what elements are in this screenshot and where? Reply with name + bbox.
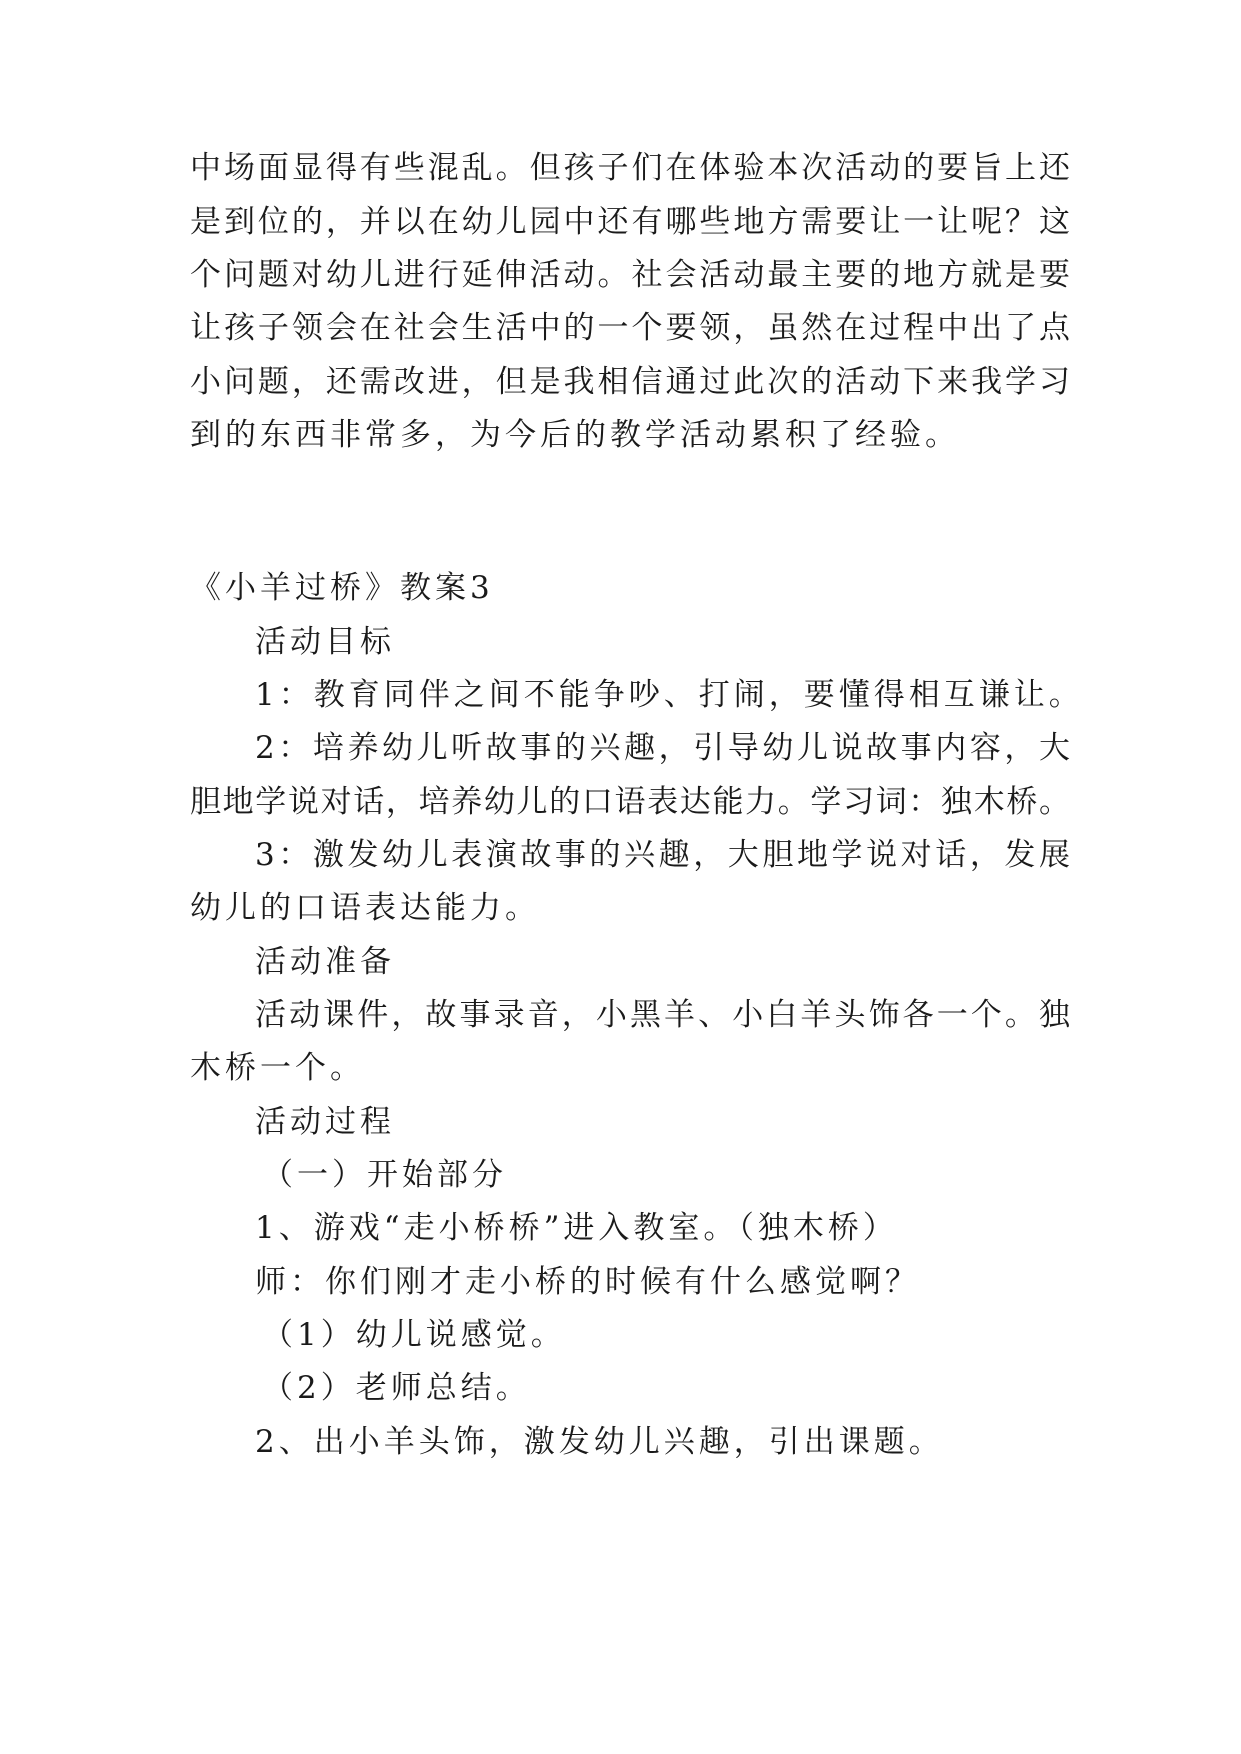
body-line-4: 让孩子领会在社会生活中的一个要领，虽然在过程中出了点 xyxy=(190,310,1070,346)
sub-step-1: （1）幼儿说感觉。 xyxy=(262,1317,566,1353)
body-line-5: 小问题，还需改进，但是我相信通过此次的活动下来我学习 xyxy=(190,364,1070,400)
step-2: 2、出小羊头饰，激发幼儿兴趣，引出课题。 xyxy=(255,1424,944,1460)
goal-2-line-1: 2：培养幼儿听故事的兴趣，引导幼儿说故事内容，大 xyxy=(255,730,1070,766)
body-line-6: 到的东西非常多，为今后的教学活动累积了经验。 xyxy=(190,417,960,453)
part-1-heading: （一）开始部分 xyxy=(262,1157,507,1193)
goal-3-line-2: 幼儿的口语表达能力。 xyxy=(190,890,540,926)
goal-1: 1：教育同伴之间不能争吵、打闹，要懂得相互谦让。 xyxy=(255,677,1084,713)
sub-step-2: （2）老师总结。 xyxy=(262,1370,531,1406)
body-line-3: 个问题对幼儿进行延伸活动。社会活动最主要的地方就是要 xyxy=(190,257,1070,293)
step-1: 1、游戏“走小桥桥”进入教室。（独木桥） xyxy=(255,1210,898,1246)
body-line-2: 是到位的，并以在幼儿园中还有哪些地方需要让一让呢？这 xyxy=(190,204,1070,240)
prep-heading: 活动准备 xyxy=(255,944,395,980)
process-heading: 活动过程 xyxy=(255,1104,395,1140)
goal-2-line-2: 胆地学说对话，培养幼儿的口语表达能力。学习词：独木桥。 xyxy=(190,784,1070,820)
prep-line-1: 活动课件，故事录音，小黑羊、小白羊头饰各一个。独 xyxy=(255,997,1070,1033)
body-line-1: 中场面显得有些混乱。但孩子们在体验本次活动的要旨上还 xyxy=(190,150,1070,186)
teacher-question: 师：你们刚才走小桥的时候有什么感觉啊？ xyxy=(255,1264,920,1300)
goals-heading: 活动目标 xyxy=(255,624,395,660)
lesson-title: 《小羊过桥》教案3 xyxy=(190,570,494,606)
goal-3-line-1: 3：激发幼儿表演故事的兴趣，大胆地学说对话，发展 xyxy=(255,837,1070,873)
prep-line-2: 木桥一个。 xyxy=(190,1050,365,1086)
